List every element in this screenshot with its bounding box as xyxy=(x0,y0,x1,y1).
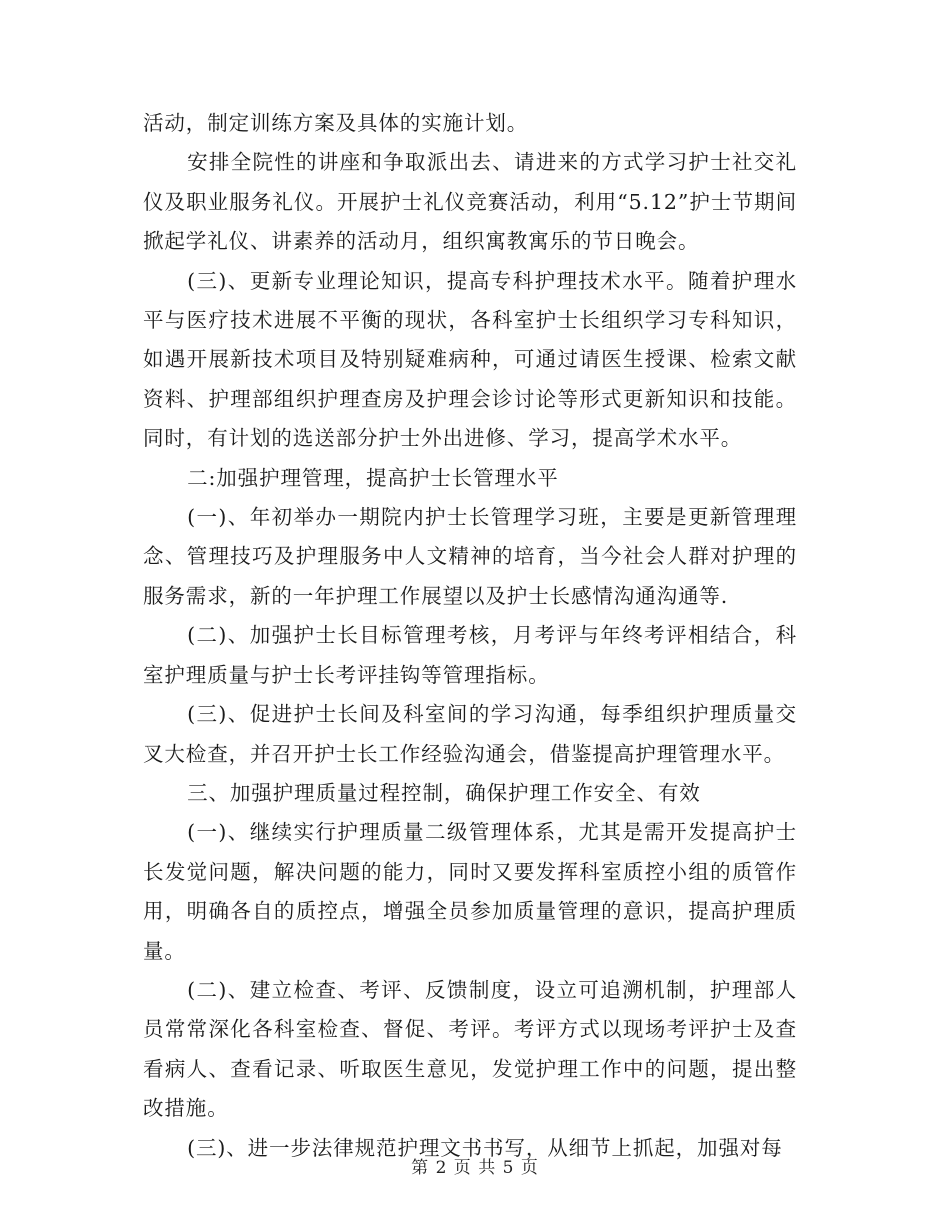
section-heading-2: 二:加强护理管理，提高护士长管理水平 xyxy=(187,465,559,490)
section-heading-3: 三、加强护理质量过程控制，确保护理工作安全、有效 xyxy=(187,780,701,805)
paragraph-6: (二)、加强护士长目标管理考核，月考评与年终考评相结合，科室护理质量与护士长考评挂钩等管理指标。 xyxy=(143,623,797,687)
paragraph-2: 安排全院性的讲座和争取派出去、请进来的方式学习护士社交礼仪及职业服务礼仪。开展护士礼仪竞赛活动，利用“5.12”护士节期间掀起学礼仪、讲素养的活动月，组织寓教寓乐的节日晚会。 xyxy=(143,150,797,254)
paragraph-9: (一)、继续实行护理质量二级管理体系，尤其是需开发提高护士长发觉问题，解决问题的能力，同时又要发挥科室质控小组的质管作用，明确各自的质控点，增强全员参加质量管理的意识，提高护理质量。 xyxy=(143,820,797,963)
paragraph-10: (二)、建立检查、考评、反馈制度，设立可追溯机制，护理部人员常常深化各科室检查、督促、考评。考评方式以现场考评护士及查看病人、查看记录、听取医生意见，发觉护理工作中的问题，提出整改措施。 xyxy=(143,977,797,1121)
paragraph-1: 活动，制定训练方案及具体的实施计划。 xyxy=(143,111,529,135)
paragraph-3: (三)、更新专业理论知识，提高专科护理技术水平。随着护理水平与医疗技术进展不平衡的现状，各科室护士长组织学习专科知识，如遇开展新技术项目及特别疑难病种，可通过请医生授课、检索文献资料、护理部组织护理查房及护理会诊讨论等形式更新知识和技能。同时，有计划的选送部分护士外出进修、学习，提高学术水平。 xyxy=(143,268,797,451)
paragraph-11: (三)、进一步法律规范护理文书书写，从细节上抓起，加强对每 xyxy=(187,1135,783,1160)
page-footer: 第 2 页 共 5 页 xyxy=(411,1158,539,1178)
paragraph-5: (一)、年初举办一期院内护士长管理学习班，主要是更新管理理念、管理技巧及护理服务中人文精神的培育，当今社会人群对护理的服务需求，新的一年护理工作展望以及护士长感情沟通沟通等. xyxy=(143,505,797,608)
paragraph-7: (三)、促进护士长间及科室间的学习沟通，每季组织护理质量交叉大检查，并召开护士长工作经验沟通会，借鉴提高护理管理水平。 xyxy=(143,702,797,766)
document-body xyxy=(143,104,797,1168)
